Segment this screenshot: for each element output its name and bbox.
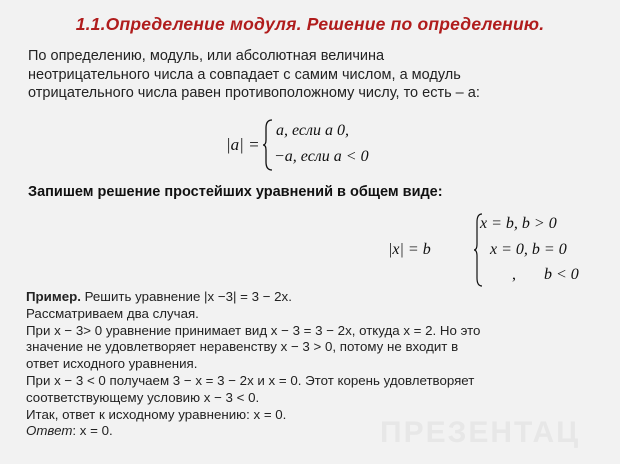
general-brace (474, 212, 484, 288)
definition-lhs: |a| = (226, 135, 260, 154)
example-task: Решить уравнение |x −3| = 3 − 2x. (80, 289, 292, 304)
answer-value: : x = 0. (72, 423, 113, 439)
definition-brace (262, 118, 274, 172)
general-lhs: |x| = b (388, 241, 431, 258)
example-line: Итак, ответ к исходному уравнению: x = 0. (26, 406, 287, 422)
example-task-line (26, 289, 480, 306)
example-line: При x − 3 < 0 получаем 3 − x = 3 − 2x и x = 0. Этот корень удовлетворяет (26, 372, 475, 388)
example-line: соответствующему условию x − 3 < 0. (26, 389, 260, 405)
intro-line: По определению, модуль, или абсолютная величина (28, 48, 385, 64)
example-label: Пример. (26, 289, 81, 304)
general-row-3-comma: , (512, 266, 516, 283)
general-row-3: b < 0 (544, 266, 579, 283)
answer-label: Ответ (26, 423, 73, 439)
page-title: 1.1.Определение модуля. Решение по определению. (75, 14, 545, 34)
example-line: При x − 3> 0 уравнение принимает вид x − 3 = 3 − 2x, откуда x = 2. Но это (26, 322, 481, 338)
intro-line: отрицательного числа равен противоположному числу, то есть – а: (28, 85, 480, 101)
watermark: ПРЕЗЕНТАЦ (380, 416, 581, 449)
definition-case-2: −a, если a < 0 (274, 148, 369, 165)
intro-paragraph (28, 47, 480, 103)
example-line: значение не удовлетворяет неравенству x − 3 > 0, потому не входит в (26, 339, 459, 355)
intro-line: неотрицательного числа а совпадает с самим числом, а модуль (28, 66, 461, 83)
general-row-1: x = b, b > 0 (480, 215, 557, 232)
example-line: ответ исходного уравнения. (26, 356, 198, 372)
definition-case-1: a, если a 0, (276, 122, 349, 139)
section-heading: Запишем решение простейших уравнений в общем виде: (28, 184, 443, 200)
example-line: Рассматриваем два случая. (26, 305, 199, 321)
general-row-2: x = 0, b = 0 (490, 241, 567, 258)
